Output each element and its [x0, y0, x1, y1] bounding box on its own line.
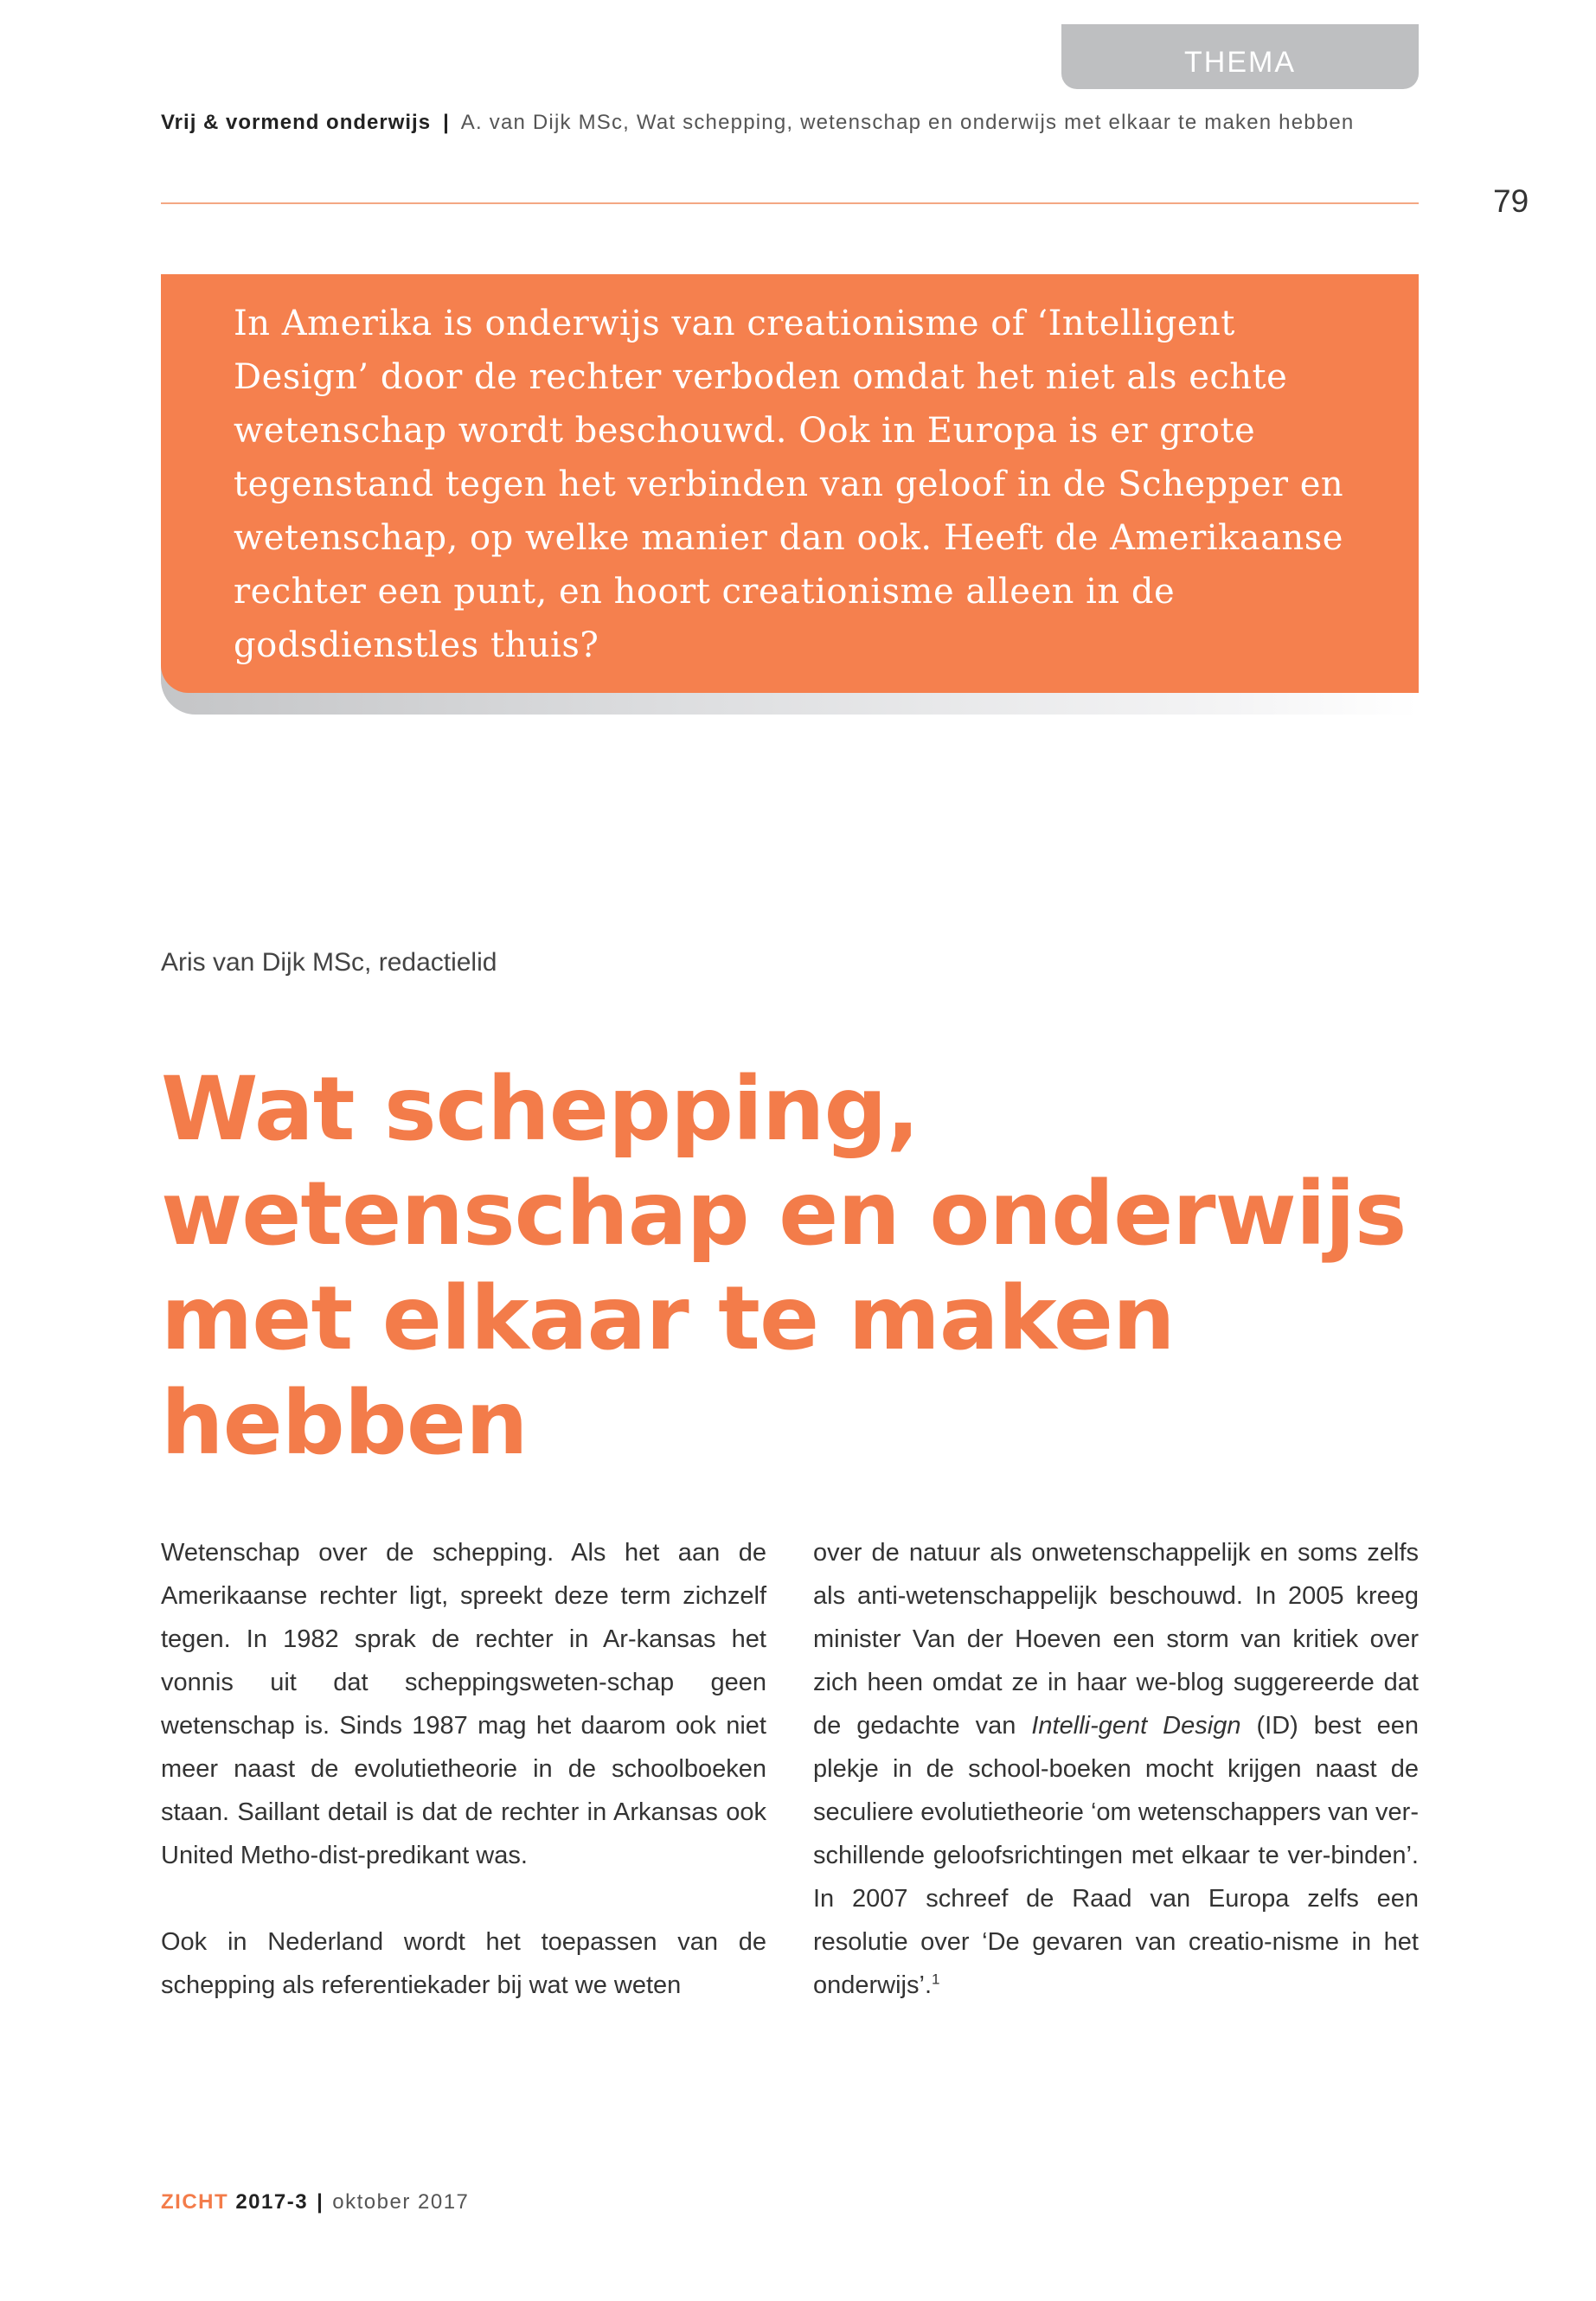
body-paragraph: Wetenschap over de schepping. Als het aan de Amerikaanse rechter ligt, spreekt deze term zichzelf tegen. In 1982 sprak de rechter in Ar-kansas het vonnis uit dat scheppingsweten-schap geen wetenschap is. Sinds 1987 mag het daarom ook niet meer naast de evolutietheorie in de schoolboeken staan. Saillant detail is dat de rechter in Arkansas ook United Metho-dist-predikant was.	[161, 1539, 766, 1869]
footer-separator: |	[317, 2190, 324, 2214]
running-head	[161, 111, 1424, 135]
body-text: (ID) best een plekje in de school-boeken mocht krijgen naast de seculiere evolutietheorie ‘om wetenschappers van ver-schillende geloofsrichtingen met elkaar te ver-binden’. In 2007 schreef de Raad van Europa zelfs een resolutie over ‘De gevaren van creatio-nisme in het onderwijs’.	[813, 1712, 1420, 1999]
footnote-reference: 1	[932, 1971, 940, 1988]
body-paragraph	[813, 1531, 1419, 2007]
section-tab: THEMA	[1061, 24, 1419, 89]
issue-number: 2017-3	[235, 2190, 309, 2214]
article-title: Wat schepping, wetenschap en onderwijs met elkaar te maken hebben	[161, 1058, 1407, 1475]
intro-text: In Amerika is onderwijs van creationisme of ‘Intelligent Design’ door de rechter verboden omdat het niet als echte wetenschap wordt beschouwd. Ook in Europa is er grote tegenstand tegen het verbinden van geloof in de Schepper en wetenschap, op welke manier dan ook. Heeft de Amerikaanse rechter een punt, en hoort creationisme alleen in de godsdienstles thuis?	[234, 304, 1344, 665]
page-footer	[161, 2190, 469, 2214]
intro-box	[161, 274, 1419, 693]
author-byline: Aris van Dijk MSc, redactielid	[161, 948, 497, 977]
body-column-left	[161, 1531, 766, 2007]
header-rule	[161, 202, 1419, 204]
page-number: 79	[1493, 183, 1529, 219]
magazine-brand: ZICHT	[161, 2190, 229, 2214]
body-column-right	[813, 1531, 1419, 2007]
issue-date: oktober 2017	[332, 2190, 470, 2214]
body-text: over de natuur als onwetenschappelijk en soms zelfs als anti-wetenschappelijk beschouwd. In 2005 kreeg minister Van der Hoeven een storm van kritiek over zich heen omdat ze in haar we-blog suggereerde dat de gedachte van	[813, 1539, 1419, 1740]
article-reference: A. van Dijk MSc, Wat schepping, wetenschap en onderwijs met elkaar te maken hebben	[460, 111, 1355, 134]
body-paragraph: Ook in Nederland wordt het toepassen van de schepping als referentiekader bij wat we weten	[161, 1928, 766, 1999]
emphasis-term: Intelli-gent Design	[1031, 1712, 1241, 1740]
header-separator: |	[443, 111, 449, 134]
journal-name: Vrij & vormend onderwijs	[161, 111, 432, 134]
